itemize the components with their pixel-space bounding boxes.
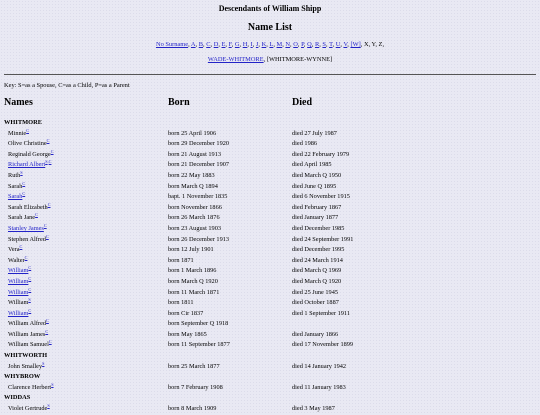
index-letter-y: Y — [371, 41, 376, 48]
index-letter-x: X — [363, 41, 369, 48]
role-link[interactable]: C — [28, 307, 32, 313]
born-cell: born September Q 1918 — [168, 320, 229, 328]
person-name: William Alfred — [8, 320, 47, 328]
person-name: William — [8, 299, 29, 307]
person-row — [0, 129, 540, 140]
surname-index-ranges — [0, 56, 540, 63]
index-separator: , — [263, 56, 267, 63]
person-row — [0, 203, 540, 214]
born-cell: born 29 December 1920 — [168, 140, 230, 148]
born-cell: born 23 August 1903 — [168, 224, 222, 232]
index-link-e[interactable]: E — [221, 41, 226, 48]
person-name-link[interactable]: William — [8, 277, 29, 285]
index-separator: , — [188, 41, 191, 48]
index-separator: , — [273, 41, 277, 48]
role-link[interactable]: C — [48, 159, 52, 165]
died-cell: died 25 June 1945 — [292, 288, 338, 296]
died-cell: died 3 May 1987 — [292, 405, 335, 413]
name-cell — [8, 362, 44, 373]
born-cell: born 1811 — [168, 299, 194, 307]
died-cell: died 14 January 1942 — [292, 362, 347, 370]
index-separator: , — [290, 41, 294, 48]
name-cell — [8, 139, 49, 150]
name-cell — [8, 256, 27, 267]
surname-heading — [0, 393, 540, 404]
column-header-died: Died — [292, 97, 312, 108]
role-link[interactable]: S — [47, 403, 50, 409]
index-link-a[interactable]: A — [190, 41, 196, 48]
index-current-range: [WHITMORE-WYNNE] — [266, 56, 333, 63]
person-name: Sarah Jane — [8, 214, 36, 222]
born-cell: born 21 August 1913 — [168, 150, 222, 158]
person-row — [0, 277, 540, 288]
index-separator: , — [239, 41, 243, 48]
born-cell: born 26 December 1913 — [168, 235, 230, 243]
surname-text: WHITWORTH — [4, 352, 48, 360]
horizontal-rule — [4, 74, 536, 75]
person-row — [0, 213, 540, 224]
born-cell: born 1 March 1896 — [168, 267, 217, 275]
born-cell: born 26 March 1876 — [168, 214, 220, 222]
born-cell: born November 1866 — [168, 203, 222, 211]
person-row — [0, 245, 540, 256]
index-separator: , — [368, 41, 372, 48]
born-cell: born May 1865 — [168, 330, 207, 338]
person-name: Sarah Elizabeth — [8, 203, 48, 211]
name-cell — [4, 118, 42, 129]
person-name: Ruth — [8, 171, 21, 179]
index-link-k[interactable]: K — [261, 41, 267, 48]
index-link-i[interactable]: I — [250, 41, 253, 48]
person-name-link[interactable]: Stanley James — [8, 224, 44, 232]
role-link[interactable]: S — [45, 159, 48, 165]
surname-text: WHYBROW — [4, 373, 41, 381]
died-cell: died 22 February 1979 — [292, 150, 350, 158]
person-name: John Smalley — [8, 362, 43, 370]
died-cell: died April 1985 — [292, 161, 332, 169]
role-link[interactable]: C — [22, 180, 26, 186]
died-cell: died December 1985 — [292, 224, 345, 232]
index-link-n[interactable]: N — [285, 41, 291, 48]
died-cell: died January 1877 — [292, 214, 339, 222]
person-row — [0, 182, 540, 193]
index-separator: , — [218, 41, 222, 48]
name-cell — [8, 309, 31, 320]
index-link-j[interactable]: J — [255, 41, 259, 48]
died-cell: died 6 November 1915 — [292, 193, 350, 201]
died-cell: died 27 July 1987 — [292, 129, 337, 137]
person-row — [0, 150, 540, 161]
died-cell: died 1986 — [292, 140, 318, 148]
surname-heading — [0, 351, 540, 362]
name-cell — [8, 330, 48, 341]
index-link-p[interactable]: P — [301, 41, 304, 48]
surname-heading — [0, 372, 540, 383]
role-link[interactable]: C — [28, 275, 32, 281]
person-row — [0, 224, 540, 235]
name-cell — [8, 203, 51, 214]
index-separator: , — [210, 41, 214, 48]
person-row — [0, 235, 540, 246]
role-link[interactable]: C — [46, 138, 50, 144]
name-cell — [8, 235, 49, 246]
index-link-no-surname[interactable]: No Surname — [155, 41, 189, 48]
person-row — [0, 309, 540, 320]
person-row — [0, 298, 540, 309]
role-link[interactable]: C — [43, 222, 47, 228]
person-name: Sarah — [8, 182, 23, 190]
born-cell: bapt. 1 November 1835 — [168, 193, 228, 201]
role-link[interactable]: C — [19, 244, 23, 250]
index-link-d[interactable]: D — [213, 41, 219, 48]
born-cell: born 7 February 1908 — [168, 383, 223, 391]
died-cell: died October 1887 — [292, 299, 339, 307]
index-link-h[interactable]: H — [242, 41, 248, 48]
name-cell — [8, 404, 50, 415]
index-link-m[interactable]: M — [276, 41, 283, 48]
surname-index-letters — [0, 41, 540, 48]
index-link-t[interactable]: T — [329, 41, 333, 48]
index-link-b[interactable]: B — [198, 41, 204, 48]
index-separator: , — [195, 41, 199, 48]
person-row — [0, 330, 540, 341]
page-title: Descendants of William Shipp — [218, 4, 322, 13]
index-separator: , — [360, 41, 364, 48]
born-cell: born 12 July 1901 — [168, 246, 214, 254]
role-link[interactable]: C — [28, 265, 32, 271]
died-cell: died February 1867 — [292, 203, 342, 211]
surname-text: WIDDAS — [4, 394, 31, 402]
name-cell — [8, 224, 47, 235]
born-cell: born 25 April 1906 — [168, 129, 217, 137]
person-name-link[interactable]: William — [8, 267, 29, 275]
role-link[interactable]: S — [28, 297, 31, 303]
person-row — [0, 139, 540, 150]
index-link-o[interactable]: O — [293, 41, 298, 48]
person-row — [0, 192, 540, 203]
person-row — [0, 288, 540, 299]
died-cell: died March Q 1920 — [292, 277, 342, 285]
born-cell: born 8 March 1909 — [168, 405, 217, 413]
born-cell: born 21 December 1907 — [168, 161, 230, 169]
index-link-u[interactable]: U — [335, 41, 341, 48]
name-cell — [8, 213, 38, 224]
role-link[interactable]: C — [35, 212, 38, 218]
born-cell: born 11 March 1871 — [168, 288, 220, 296]
born-cell: born 25 March 1877 — [168, 362, 220, 370]
role-link[interactable]: C — [50, 148, 54, 154]
name-cell — [4, 393, 30, 404]
name-cell — [8, 319, 49, 330]
index-separator: , — [203, 41, 207, 48]
index-link-g[interactable]: G — [234, 41, 240, 48]
surname-text: WHITMORE — [4, 119, 42, 126]
index-separator: , — [325, 41, 330, 48]
person-row — [0, 404, 540, 415]
index-separator: , — [319, 41, 323, 48]
person-row — [0, 340, 540, 351]
index-separator: , — [311, 41, 315, 48]
person-row — [0, 160, 540, 171]
role-link[interactable]: C — [48, 339, 52, 345]
index-separator: , — [382, 41, 385, 48]
role-separator: , — [47, 159, 49, 165]
index-separator: , — [332, 41, 336, 48]
index-separator: , — [266, 41, 270, 48]
died-cell: died June Q 1895 — [292, 182, 337, 190]
died-cell: died 17 November 1899 — [292, 341, 354, 349]
index-separator: , — [258, 41, 262, 48]
person-row — [0, 362, 540, 373]
index-link-r[interactable]: R — [314, 41, 320, 48]
name-cell — [8, 245, 22, 256]
role-link[interactable]: C — [28, 286, 32, 292]
person-row — [0, 171, 540, 182]
person-name-link[interactable]: Richard Albert — [8, 161, 46, 169]
index-separator: , — [282, 41, 286, 48]
died-cell: died January 1866 — [292, 330, 339, 338]
died-cell: died 11 January 1983 — [292, 383, 346, 391]
born-cell: born March Q 1894 — [168, 182, 218, 190]
role-link[interactable]: C — [45, 233, 49, 239]
column-header-names: Names — [4, 97, 33, 108]
index-separator: , — [375, 41, 379, 48]
name-cell — [8, 383, 54, 394]
role-link[interactable]: C — [26, 127, 29, 133]
person-name-link[interactable]: William — [8, 288, 29, 296]
role-link[interactable]: C — [45, 328, 49, 334]
name-cell — [8, 340, 52, 351]
died-cell: died March Q 1969 — [292, 267, 342, 275]
index-separator: , — [340, 41, 344, 48]
person-name: Minnie — [8, 129, 27, 137]
index-link-w[interactable]: [W] — [350, 41, 361, 48]
index-link-c[interactable]: C — [206, 41, 211, 48]
person-name: Clarence Herbert — [8, 383, 52, 391]
key-legend: Key: S=as a Spouse, C=as a Child, P=as a Parent — [4, 82, 130, 89]
person-name: Stephen Alfred — [8, 235, 46, 243]
index-link-s[interactable]: S — [322, 41, 326, 48]
person-name: William James — [8, 330, 46, 338]
role-link[interactable]: C — [22, 191, 26, 197]
name-cell — [8, 129, 29, 140]
born-cell: born 11 September 1877 — [168, 341, 230, 349]
person-row — [0, 319, 540, 330]
index-link-wade-whitmore[interactable]: WADE-WHITMORE — [207, 56, 264, 63]
column-header-born: Born — [168, 97, 190, 108]
person-row — [0, 383, 540, 394]
index-link-f[interactable]: F — [228, 41, 232, 48]
index-link-l[interactable]: L — [269, 41, 274, 48]
index-letter-z: Z — [378, 41, 383, 48]
surname-heading — [0, 118, 540, 129]
born-cell: born 22 May 1883 — [168, 171, 215, 179]
died-cell: died 24 September 1991 — [292, 235, 354, 243]
person-name: Reginald George — [8, 150, 51, 158]
person-row — [0, 266, 540, 277]
born-cell: born Cir 1837 — [168, 309, 204, 317]
index-link-q[interactable]: Q — [307, 41, 312, 48]
index-separator: , — [231, 41, 235, 48]
person-name-link[interactable]: William — [8, 309, 29, 317]
name-cell — [8, 171, 23, 182]
born-cell: born 1871 — [168, 256, 194, 264]
role-link[interactable]: C — [24, 254, 28, 260]
died-cell: died 1 September 1911 — [292, 309, 351, 317]
index-link-v[interactable]: V — [343, 41, 348, 48]
role-link[interactable]: S — [51, 381, 54, 387]
name-list — [0, 118, 540, 415]
person-name: Walter — [8, 256, 25, 264]
role-link[interactable]: S — [42, 360, 45, 366]
person-name-link[interactable]: Sarah — [8, 193, 23, 201]
index-separator: , — [252, 41, 256, 48]
person-name: Olive Christine — [8, 140, 47, 148]
person-name: Vera — [8, 246, 20, 254]
index-separator: , — [303, 41, 308, 48]
index-separator: , — [297, 41, 302, 48]
died-cell: died December 1995 — [292, 246, 345, 254]
name-cell — [8, 192, 25, 203]
role-link[interactable]: C — [47, 201, 51, 207]
index-separator: , — [247, 41, 251, 48]
born-cell: born March Q 1920 — [168, 277, 218, 285]
died-cell: died March Q 1950 — [292, 171, 342, 179]
name-cell — [4, 372, 40, 383]
person-name: Violet Gertrude — [8, 405, 48, 413]
page-subtitle: Name List — [247, 22, 293, 33]
index-separator: , — [225, 41, 229, 48]
name-cell — [4, 351, 47, 362]
died-cell: died 24 March 1914 — [292, 256, 343, 264]
person-row — [0, 256, 540, 267]
role-link[interactable]: S — [20, 169, 23, 175]
index-separator: , — [347, 41, 351, 48]
name-cell — [8, 160, 51, 171]
role-link[interactable]: C — [46, 318, 49, 324]
person-name: William Samuel — [8, 341, 49, 349]
